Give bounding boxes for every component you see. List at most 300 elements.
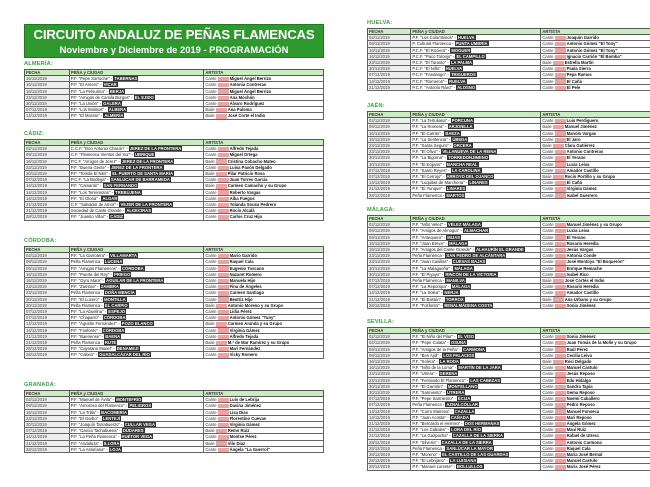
column-header-pena: PEÑA y CIUDAD — [69, 247, 204, 253]
artist-name: Isabel Guerrero — [566, 192, 598, 198]
city-name: ALHAURÍN EL GRANDE — [476, 247, 524, 253]
highlight-marker — [555, 354, 566, 358]
city-name: UTRERA — [446, 390, 465, 396]
highlight-marker — [218, 153, 229, 157]
artist-name: Virginia Gámez — [566, 186, 597, 192]
city-name: PUNTA UMBRÍA — [455, 41, 488, 47]
cell-fecha: 23/11/2019 — [368, 143, 411, 149]
pena-name: Sociedad de Cante Grande - — [70, 208, 125, 214]
city-name: ALBERA — [108, 107, 127, 113]
pena-name: P.F. "El Yunque" - — [412, 186, 445, 192]
highlight-marker — [218, 96, 229, 100]
performance-type: Cante — [205, 434, 217, 440]
artist-name: Lidia Pérez — [229, 309, 252, 315]
pena-name: P.C.F. "Romeros" - — [412, 78, 447, 84]
performance-type: Cante — [205, 352, 217, 358]
artist-name: El Cañá — [566, 78, 582, 84]
performance-type: Baile — [205, 340, 215, 346]
performance-type: Cante — [542, 84, 554, 90]
performance-type: Baile — [205, 158, 215, 164]
city-name: LA PALMA — [450, 60, 473, 66]
artist-name: Ana Paloma — [227, 107, 252, 113]
schedule-table — [24, 139, 324, 221]
city-name: ALMACHAR — [463, 228, 489, 234]
column-header-fecha: FECHA — [368, 328, 411, 334]
pena-name: C.F. "Salvador de Amor" - — [70, 202, 119, 208]
city-name: JEREZ DE LA FRONTERA — [129, 146, 182, 152]
artist-name: Lucía Leiva — [566, 161, 590, 167]
highlight-marker — [216, 172, 227, 176]
performance-type: Cante — [542, 35, 554, 41]
cell-fecha: 28/12/2019 — [25, 346, 70, 352]
cell-fecha: 23/11/2019 — [25, 284, 70, 290]
highlight-marker — [216, 114, 227, 118]
city-name: AZNALCÓLLAR — [446, 402, 479, 408]
city-name: DOS HERMANAS — [464, 421, 500, 427]
performance-type: Cante — [542, 439, 554, 445]
table-row — [25, 446, 324, 452]
highlight-marker — [216, 159, 227, 163]
cell-fecha: 09/11/2019 — [25, 152, 70, 158]
city-name: CÓRDOBA — [103, 315, 126, 321]
city-name: CAÑADA — [450, 414, 469, 420]
cell-fecha: 23/11/2019 — [368, 377, 411, 383]
highlight-marker — [216, 304, 227, 308]
artist-name: Álvaro Rodríguez — [229, 101, 265, 107]
pena-name: Peña Flamenca - — [70, 340, 103, 346]
highlight-marker — [218, 102, 229, 106]
artist-name: Remo Ruiz — [227, 428, 250, 434]
highlight-marker — [555, 285, 566, 289]
artist-name: Montse Pérez — [229, 434, 257, 440]
cell-pena — [69, 446, 204, 452]
city-name: UBRIQUE — [135, 152, 155, 158]
cell-fecha: 21/12/2019 — [25, 333, 70, 339]
cell-fecha: 16/11/2019 — [368, 365, 411, 371]
pena-name: P.F. "Santo Reyes" - — [412, 167, 450, 173]
highlight-marker — [553, 279, 564, 283]
performance-type: Cante — [542, 302, 554, 308]
cell-fecha: 28/12/2019 — [368, 464, 411, 470]
cell-fecha: 16/11/2019 — [25, 278, 70, 284]
cell-fecha: 02/11/2019 — [368, 334, 411, 340]
performance-type: Cante — [542, 427, 554, 433]
highlight-marker — [553, 360, 564, 364]
artist-name: Pepa Ramos — [566, 72, 592, 78]
city-name: BAEZA — [445, 130, 460, 136]
pena-name: Peña Flamenca - — [70, 302, 103, 308]
city-name: LINARES — [446, 186, 466, 192]
city-name: SAN FERNANDO — [103, 183, 138, 189]
cell-fecha: 30/11/2019 — [368, 155, 411, 161]
pena-name: P.F. "El Piyayo" - — [412, 271, 444, 277]
city-name: LUCENA — [104, 259, 123, 265]
highlight-marker — [555, 459, 566, 463]
pena-name: P.F. "La Abuelina" - — [70, 309, 107, 315]
pena-name: P.F. "Sarmiento" - — [412, 390, 445, 396]
artist-name: Virginia Gámez — [229, 327, 260, 333]
cell-fecha: 21/12/2019 — [25, 208, 70, 214]
artist-name: Manuela Hijo — [229, 278, 256, 284]
performance-type: Cante — [542, 458, 554, 464]
highlight-marker — [555, 67, 566, 71]
highlight-marker — [555, 416, 566, 420]
pena-name: P.F. "Juan Breva" - — [412, 240, 447, 246]
performance-type: Cante — [205, 333, 217, 339]
artist-name: Carmen Aranda y su Grupo — [227, 321, 282, 327]
cell-fecha: 28/12/2019 — [25, 446, 70, 452]
artist-name: Maui Ruiz — [566, 427, 587, 433]
pena-name: P.C.F. "El Rociero" - — [412, 47, 450, 53]
pena-name: P.F. "Ben Ajid" - — [412, 352, 442, 358]
cell-fecha: 09/11/2019 — [368, 346, 411, 352]
city-name: ALMERÍA — [104, 113, 124, 119]
column-header-artista: ARTISTA — [541, 29, 650, 35]
highlight-marker — [216, 184, 227, 188]
cell-fecha: 02/11/2019 — [25, 253, 70, 259]
artist-name: Manolo Vargas — [566, 130, 597, 136]
city-name: PELIGROS — [129, 403, 152, 409]
artist-name: Mari Fernández — [229, 346, 261, 352]
artist-name: Ángela "La Guerrol" — [229, 446, 270, 452]
cell-fecha: 16/11/2019 — [25, 82, 70, 88]
city-name: GERENA — [439, 371, 458, 377]
pena-name: P.F. "Los Cabales" - — [412, 427, 449, 433]
cell-fecha: 28/12/2019 — [25, 352, 70, 358]
performance-type: Cante — [205, 415, 217, 421]
artist-name: El Yerano — [566, 155, 586, 161]
performance-type: Cante — [542, 340, 554, 346]
pena-name: P.F. "Bernardo el Herrero" - — [412, 421, 463, 427]
artist-name: Beatriz Hijo — [229, 296, 253, 302]
highlight-marker — [218, 285, 229, 289]
city-name: VÉLEZ MÁLAGA — [447, 222, 481, 228]
artist-name: Sonia Jiménez — [566, 302, 596, 308]
pena-name: P.F. "Puerta del Rey" - — [70, 271, 112, 277]
pena-name: Peña Flamenca - — [412, 192, 445, 198]
pena-name: P.F. "Manuel de Ávila" - — [70, 397, 115, 403]
artist-name: José Cortés el Indio — [564, 278, 605, 284]
artist-name: Miguel Ángel Berrizo — [229, 88, 272, 94]
cell-fecha: 28/12/2019 — [368, 439, 411, 445]
artist-name: Mario Garrido — [229, 253, 258, 259]
section-granada — [24, 382, 324, 453]
pena-name: Peña Flamenca - — [412, 445, 445, 451]
highlight-marker — [218, 83, 229, 87]
highlight-marker — [216, 441, 227, 445]
highlight-marker — [216, 429, 227, 433]
city-name: ZAMBRA — [100, 284, 119, 290]
pena-name: P.F. "Niño de la Loma" - — [412, 365, 457, 371]
highlight-marker — [555, 181, 566, 185]
artist-name: Rafael de Utrera — [566, 433, 599, 439]
pena-name: P.F. "Santa Seguro" - — [412, 143, 452, 149]
city-name: LAS CABEZAS — [470, 377, 501, 383]
performance-type: Cante — [542, 259, 554, 265]
artist-name: Antonio Contreras — [566, 149, 604, 155]
cell-fecha: 09/11/2019 — [25, 265, 70, 271]
city-name: SANLÚCAR LA MAYOR — [446, 445, 493, 451]
city-name: MOGUER — [451, 47, 471, 53]
pena-name: P.F. "El Garbo" - — [70, 415, 101, 421]
pena-name: P.C.F. "La Bodega" - — [70, 177, 109, 183]
pena-name: P.F. "Niño Velez" - — [412, 222, 446, 228]
pena-name: P.F. "El Lucero" - — [70, 296, 102, 302]
section-title: CÁDIZ: — [24, 131, 45, 137]
pena-name: P.C.F. "El Niño" - — [412, 66, 444, 72]
highlight-marker — [218, 448, 229, 452]
section-title: SEVILLA: — [367, 319, 395, 325]
cell-fecha: 02/11/2019 — [368, 118, 411, 124]
city-name: BOLLULLOS — [456, 464, 483, 470]
cell-fecha: 30/11/2019 — [25, 302, 70, 308]
pena-name: P.F. "La Garrotera" - — [70, 253, 108, 259]
city-name: CÓRDOBA — [122, 265, 144, 271]
cell-artista — [204, 214, 324, 220]
cell-fecha: 28/12/2019 — [368, 458, 411, 464]
highlight-marker — [218, 190, 229, 194]
pena-name: P.F. "La Repompa" - — [412, 284, 450, 290]
artist-name: Rosario Heredia — [566, 240, 599, 246]
highlight-marker — [555, 187, 566, 191]
highlight-marker — [218, 279, 229, 283]
cell-fecha: 21/12/2019 — [368, 186, 411, 192]
city-name: HUELVA — [457, 35, 475, 41]
cell-fecha: 16/11/2019 — [368, 136, 411, 142]
cell-fecha: 07/12/2019 — [368, 72, 411, 78]
section-cadiz — [24, 131, 324, 221]
pena-name: P.F. "Amigos de la Peña" - — [412, 346, 461, 352]
column-header-pena: PEÑA y CIUDAD — [69, 70, 204, 76]
city-name: MANCHA REAL — [446, 161, 478, 167]
artist-name: Noemí Caballero — [566, 396, 600, 402]
cell-fecha: 09/11/2019 — [368, 234, 411, 240]
cell-fecha: 09/11/2019 — [368, 41, 411, 47]
cell-fecha: 30/11/2019 — [368, 161, 411, 167]
cell-fecha: 07/12/2019 — [25, 177, 70, 183]
city-name: EL VISO — [457, 334, 475, 340]
cell-fecha: 14/12/2019 — [368, 78, 411, 84]
cell-fecha: 21/12/2019 — [368, 84, 411, 90]
highlight-marker — [555, 273, 566, 277]
highlight-marker — [218, 297, 229, 301]
document-title: CIRCUITO ANDALUZ DE PEÑAS FLAMENCAS — [33, 27, 315, 42]
performance-type: Cante — [205, 146, 217, 152]
city-name: MONTILLA — [104, 296, 126, 302]
pena-name: P.F. "Tomás El Nitri" - — [70, 171, 111, 177]
city-name: ALGAR — [102, 195, 118, 201]
column-header-fecha: FECHA — [25, 140, 70, 146]
cell-fecha: 16/11/2019 — [368, 47, 411, 53]
city-name: SAN PEDRO DE ALCÁNTARA — [446, 253, 506, 259]
cell-fecha: 07/12/2019 — [25, 315, 70, 321]
city-name: ALGECIRAS — [126, 208, 151, 214]
highlight-marker — [555, 55, 566, 59]
cell-fecha: 02/11/2019 — [368, 35, 411, 41]
performance-type: Cante — [205, 164, 217, 170]
pena-name: P.F. "Amigos de Almogía" - — [412, 228, 462, 234]
artist-name: Luisa Pavón Delgado — [229, 164, 272, 170]
pena-name: P.F. "El Morato" - — [70, 113, 103, 119]
column-header-fecha: FECHA — [25, 391, 70, 397]
column-header-artista: ARTISTA — [204, 140, 324, 146]
cell-fecha: 02/11/2019 — [368, 340, 411, 346]
city-name: BACOMERIA — [101, 409, 127, 415]
pena-name: P.F. "Los Terremotos" - — [70, 189, 113, 195]
artist-name: Carmen Camacho y su Grupo — [227, 183, 287, 189]
cell-artista — [204, 446, 324, 452]
highlight-marker — [218, 410, 229, 414]
performance-type: Cante — [542, 228, 554, 234]
city-name: LA LUISIANA — [450, 458, 477, 464]
highlight-marker — [555, 169, 566, 173]
performance-type: Cante — [205, 265, 217, 271]
performance-type: Baile — [542, 296, 552, 302]
artist-name: Lucía Leiva — [566, 228, 590, 234]
highlight-marker — [553, 175, 564, 179]
artist-name: Raquel Cala — [229, 259, 254, 265]
performance-type: Baile — [205, 113, 215, 119]
artist-name: Virginia Gámez — [229, 422, 260, 428]
performance-type: Baile — [542, 143, 552, 149]
cell-fecha: 21/12/2019 — [368, 427, 411, 433]
cell-fecha: 02/11/2019 — [368, 222, 411, 228]
pena-name: P. Cultural Flamenca - — [412, 41, 454, 47]
document-subtitle: Noviembre y Diciembre de 2019 - PROGRAMACIÓN — [59, 44, 289, 55]
city-name: GUADALCÁZAR DEL RÍO — [99, 352, 150, 358]
artist-name: Isabel Rico — [566, 271, 589, 277]
performance-type: Baile — [205, 440, 215, 446]
city-name: CÓRDOBA — [102, 327, 125, 333]
performance-type: Cante — [542, 396, 554, 402]
highlight-marker — [555, 304, 566, 308]
pena-name: P.F. "Los Colombinos" - — [412, 35, 456, 41]
artist-name: Antonio Gómez "El Tony" — [566, 47, 618, 53]
city-name: MONTEFRÍO — [116, 397, 142, 403]
performance-type: Cante — [542, 167, 554, 173]
cell-fecha: 28/12/2019 — [368, 445, 411, 451]
performance-type: Cante — [205, 177, 217, 183]
pena-name: P.F. "La Sentencia" - — [412, 136, 451, 142]
cell-pena — [411, 302, 541, 308]
highlight-marker — [555, 162, 566, 166]
performance-type: Baile — [205, 302, 215, 308]
performance-type: Cante — [542, 290, 554, 296]
city-name: EL CAMPILLO — [456, 53, 485, 59]
performance-type: Cante — [205, 296, 217, 302]
performance-type: Cante — [542, 284, 554, 290]
highlight-marker — [555, 73, 566, 77]
highlight-marker — [218, 347, 229, 351]
pena-name: P.F. "Los Molinos" - — [70, 107, 107, 113]
performance-type: Cante — [542, 118, 554, 124]
cell-artista — [204, 352, 324, 358]
table-row — [368, 302, 650, 308]
cell-fecha: 07/12/2019 — [25, 107, 70, 113]
highlight-marker — [218, 89, 229, 93]
column-header-artista: ARTISTA — [541, 112, 650, 118]
city-name: ESPEJO — [108, 309, 126, 315]
performance-type: Baile — [542, 278, 552, 284]
city-name: BERJA — [109, 88, 125, 94]
column-header-artista: ARTISTA — [204, 391, 324, 397]
cell-artista — [541, 340, 650, 346]
city-name: HUÉTOR VEGA — [121, 434, 153, 440]
city-name: EL CASTILLO DE LAS GUARDAS — [442, 452, 509, 458]
pena-name: P.F. "El Garrotin" - — [412, 383, 446, 389]
pena-name: P.F. "Amigos del Cante Grande" - — [412, 247, 474, 253]
cell-fecha: 30/11/2019 — [368, 66, 411, 72]
performance-type: Cante — [542, 371, 554, 377]
cell-fecha: 28/12/2019 — [368, 452, 411, 458]
artist-name: Rocío Alcalá — [229, 208, 255, 214]
section-title: JAÉN: — [367, 103, 385, 109]
performance-type: Cante — [542, 155, 554, 161]
section-malaga — [367, 207, 650, 309]
highlight-marker — [555, 440, 566, 444]
artist-name: Juan Tomás de la Molle y su Grupo — [566, 340, 637, 346]
highlight-marker — [218, 435, 229, 439]
city-name: LA CAROLINA — [451, 167, 481, 173]
section-sevilla — [367, 319, 650, 471]
pena-name: P.C.F. "El Taranto" - — [412, 60, 449, 66]
city-name: EL PUERTO DE SANTA MARÍA — [112, 171, 174, 177]
cell-fecha: 07/12/2019 — [368, 396, 411, 402]
table-row — [368, 192, 650, 198]
highlight-marker — [218, 328, 229, 332]
artist-name: Juan Torres García — [229, 177, 268, 183]
cell-fecha: 16/11/2019 — [368, 130, 411, 136]
cell-artista — [541, 84, 650, 90]
city-name: TRIGUEROS — [450, 72, 476, 78]
pena-name: P.F. "Cayetano Muriel" - — [70, 346, 115, 352]
highlight-marker — [218, 215, 229, 219]
city-name: OSUNA — [450, 340, 467, 346]
performance-type: Baile — [205, 107, 215, 113]
section-cordoba — [24, 238, 324, 359]
cell-fecha: 30/11/2019 — [25, 422, 70, 428]
highlight-marker — [555, 193, 566, 197]
performance-type: Cante — [542, 365, 554, 371]
cell-fecha: 16/11/2019 — [25, 409, 70, 415]
cell-fecha: 07/12/2019 — [368, 402, 411, 408]
artist-name: Vilo Diaz — [227, 440, 246, 446]
cell-fecha: 30/11/2019 — [25, 296, 70, 302]
performance-type: Cante — [542, 253, 554, 259]
cell-fecha: 16/11/2019 — [25, 76, 70, 82]
cell-fecha: 02/11/2019 — [25, 146, 70, 152]
cell-fecha: 14/12/2019 — [25, 195, 70, 201]
performance-type: Cante — [542, 66, 554, 72]
artist-name: Rocío Portillo y su Grupo — [564, 174, 616, 180]
city-name: LOS PALACIOS — [443, 352, 475, 358]
section-title: ALMERÍA: — [24, 61, 53, 67]
pena-name: P.F. "La Asturiana" - — [70, 446, 108, 452]
artist-name: Manuel Fonseca — [566, 408, 600, 414]
artist-name: Amador Castillo — [566, 290, 599, 296]
highlight-marker — [555, 119, 566, 123]
cell-fecha: 21/12/2019 — [25, 202, 70, 208]
pena-name: P.F. "Manuel Lorente" - — [412, 464, 455, 470]
cell-fecha: 09/11/2019 — [25, 403, 70, 409]
performance-type: Cante — [205, 403, 217, 409]
column-header-pena: PEÑA y CIUDAD — [69, 391, 204, 397]
section-title: HUELVA: — [367, 20, 393, 26]
pena-name: P.F. "Andaluza" - — [70, 440, 102, 446]
cell-fecha: 30/11/2019 — [368, 265, 411, 271]
pena-name: Peña Flamenca - — [70, 290, 103, 296]
cell-pena — [411, 192, 541, 198]
